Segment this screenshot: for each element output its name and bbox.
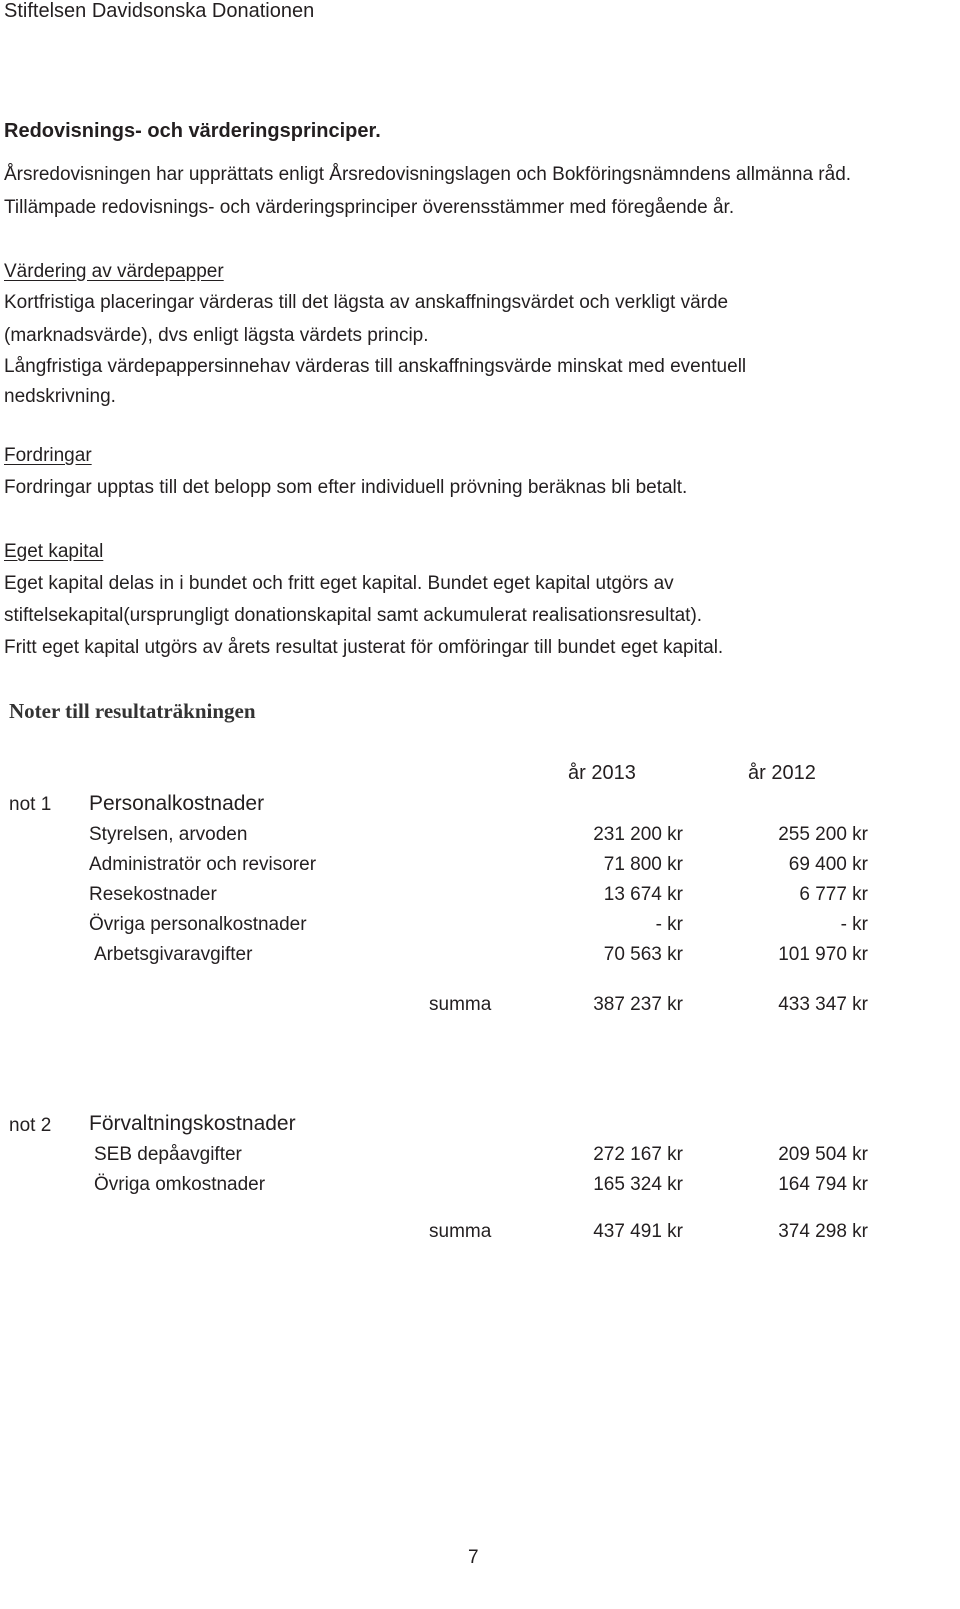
- note1-title: Personalkostnader: [89, 792, 265, 815]
- securities-heading: Värdering av värdepapper: [4, 261, 224, 282]
- note1-row-2012: 255 200 kr: [778, 824, 868, 845]
- note1-sum-label: summa: [429, 994, 492, 1015]
- note2-row-2012: 164 794 kr: [778, 1174, 868, 1195]
- equity-line2: stiftelsekapital(ursprungligt donationskapital samt ackumulerat realisationsresultat).: [4, 605, 703, 626]
- note1-row-label: Arbetsgivaravgifter: [94, 944, 253, 965]
- note1-sum-2013: 387 237 kr: [593, 994, 683, 1015]
- note2-sum-2012: 374 298 kr: [778, 1221, 868, 1242]
- principles-intro-line2: Tillämpade redovisnings- och värderingsprinciper överensstämmer med föregående år.: [4, 197, 735, 218]
- securities-line2: (marknadsvärde), dvs enligt lägsta värdets princip.: [4, 325, 429, 346]
- equity-line3: Fritt eget kapital utgörs av årets resultat justerat för omföringar till bundet eget kapital.: [4, 637, 724, 658]
- note2-row-2012: 209 504 kr: [778, 1144, 868, 1165]
- note1-row-2012: - kr: [840, 914, 868, 935]
- note1-row-2013: 70 563 kr: [603, 944, 683, 965]
- column-header-2013: år 2013: [568, 762, 636, 784]
- securities-line3: Långfristiga värdepappersinnehav värderas till anskaffningsvärde minskat med eventuell: [4, 356, 747, 377]
- receivables-line1: Fordringar upptas till det belopp som efter individuell prövning beräknas bli betalt.: [4, 477, 688, 498]
- page-number: 7: [468, 1547, 479, 1568]
- note2-title: Förvaltningskostnader: [89, 1112, 296, 1135]
- note1-row-label: Övriga personalkostnader: [89, 914, 307, 935]
- column-header-2012: år 2012: [748, 762, 816, 784]
- note1-row-label: Administratör och revisorer: [89, 854, 317, 875]
- equity-line1: Eget kapital delas in i bundet och fritt eget kapital. Bundet eget kapital utgörs av: [4, 573, 674, 594]
- note2-number: not 2: [9, 1115, 52, 1136]
- securities-line4: nedskrivning.: [4, 386, 116, 407]
- notes-title: Noter till resultaträkningen: [9, 699, 256, 723]
- note2-row-2013: 165 324 kr: [593, 1174, 683, 1195]
- note1-row-2013: 13 674 kr: [603, 884, 683, 905]
- receivables-heading: Fordringar: [4, 445, 92, 466]
- note2-sum-2013: 437 491 kr: [593, 1221, 683, 1242]
- org-name-header: Stiftelsen Davidsonska Donationen: [4, 0, 315, 22]
- note2-sum-label: summa: [429, 1221, 492, 1242]
- note1-sum-2012: 433 347 kr: [778, 994, 868, 1015]
- note1-row-label: Styrelsen, arvoden: [89, 824, 248, 845]
- note1-row-2013: 231 200 kr: [593, 824, 683, 845]
- note2-row-label: Övriga omkostnader: [94, 1174, 266, 1195]
- note1-number: not 1: [9, 794, 52, 815]
- securities-line1: Kortfristiga placeringar värderas till det lägsta av anskaffningsvärdet och verkligt värde: [4, 292, 729, 313]
- note2-row-2013: 272 167 kr: [593, 1144, 683, 1165]
- note1-row-2012: 101 970 kr: [778, 944, 868, 965]
- note1-row-2013: - kr: [655, 914, 683, 935]
- note1-row-2013: 71 800 kr: [603, 854, 683, 875]
- equity-heading: Eget kapital: [4, 541, 104, 562]
- note2-row-label: SEB depåavgifter: [94, 1144, 242, 1165]
- note1-row-2012: 6 777 kr: [799, 884, 868, 905]
- note1-row-2012: 69 400 kr: [788, 854, 868, 875]
- principles-title: Redovisnings- och värderingsprinciper.: [4, 120, 381, 142]
- principles-intro-line1: Årsredovisningen har upprättats enligt Årsredovisningslagen och Bokföringsnämndens allmänna råd.: [4, 164, 852, 185]
- note1-row-label: Resekostnader: [89, 884, 217, 905]
